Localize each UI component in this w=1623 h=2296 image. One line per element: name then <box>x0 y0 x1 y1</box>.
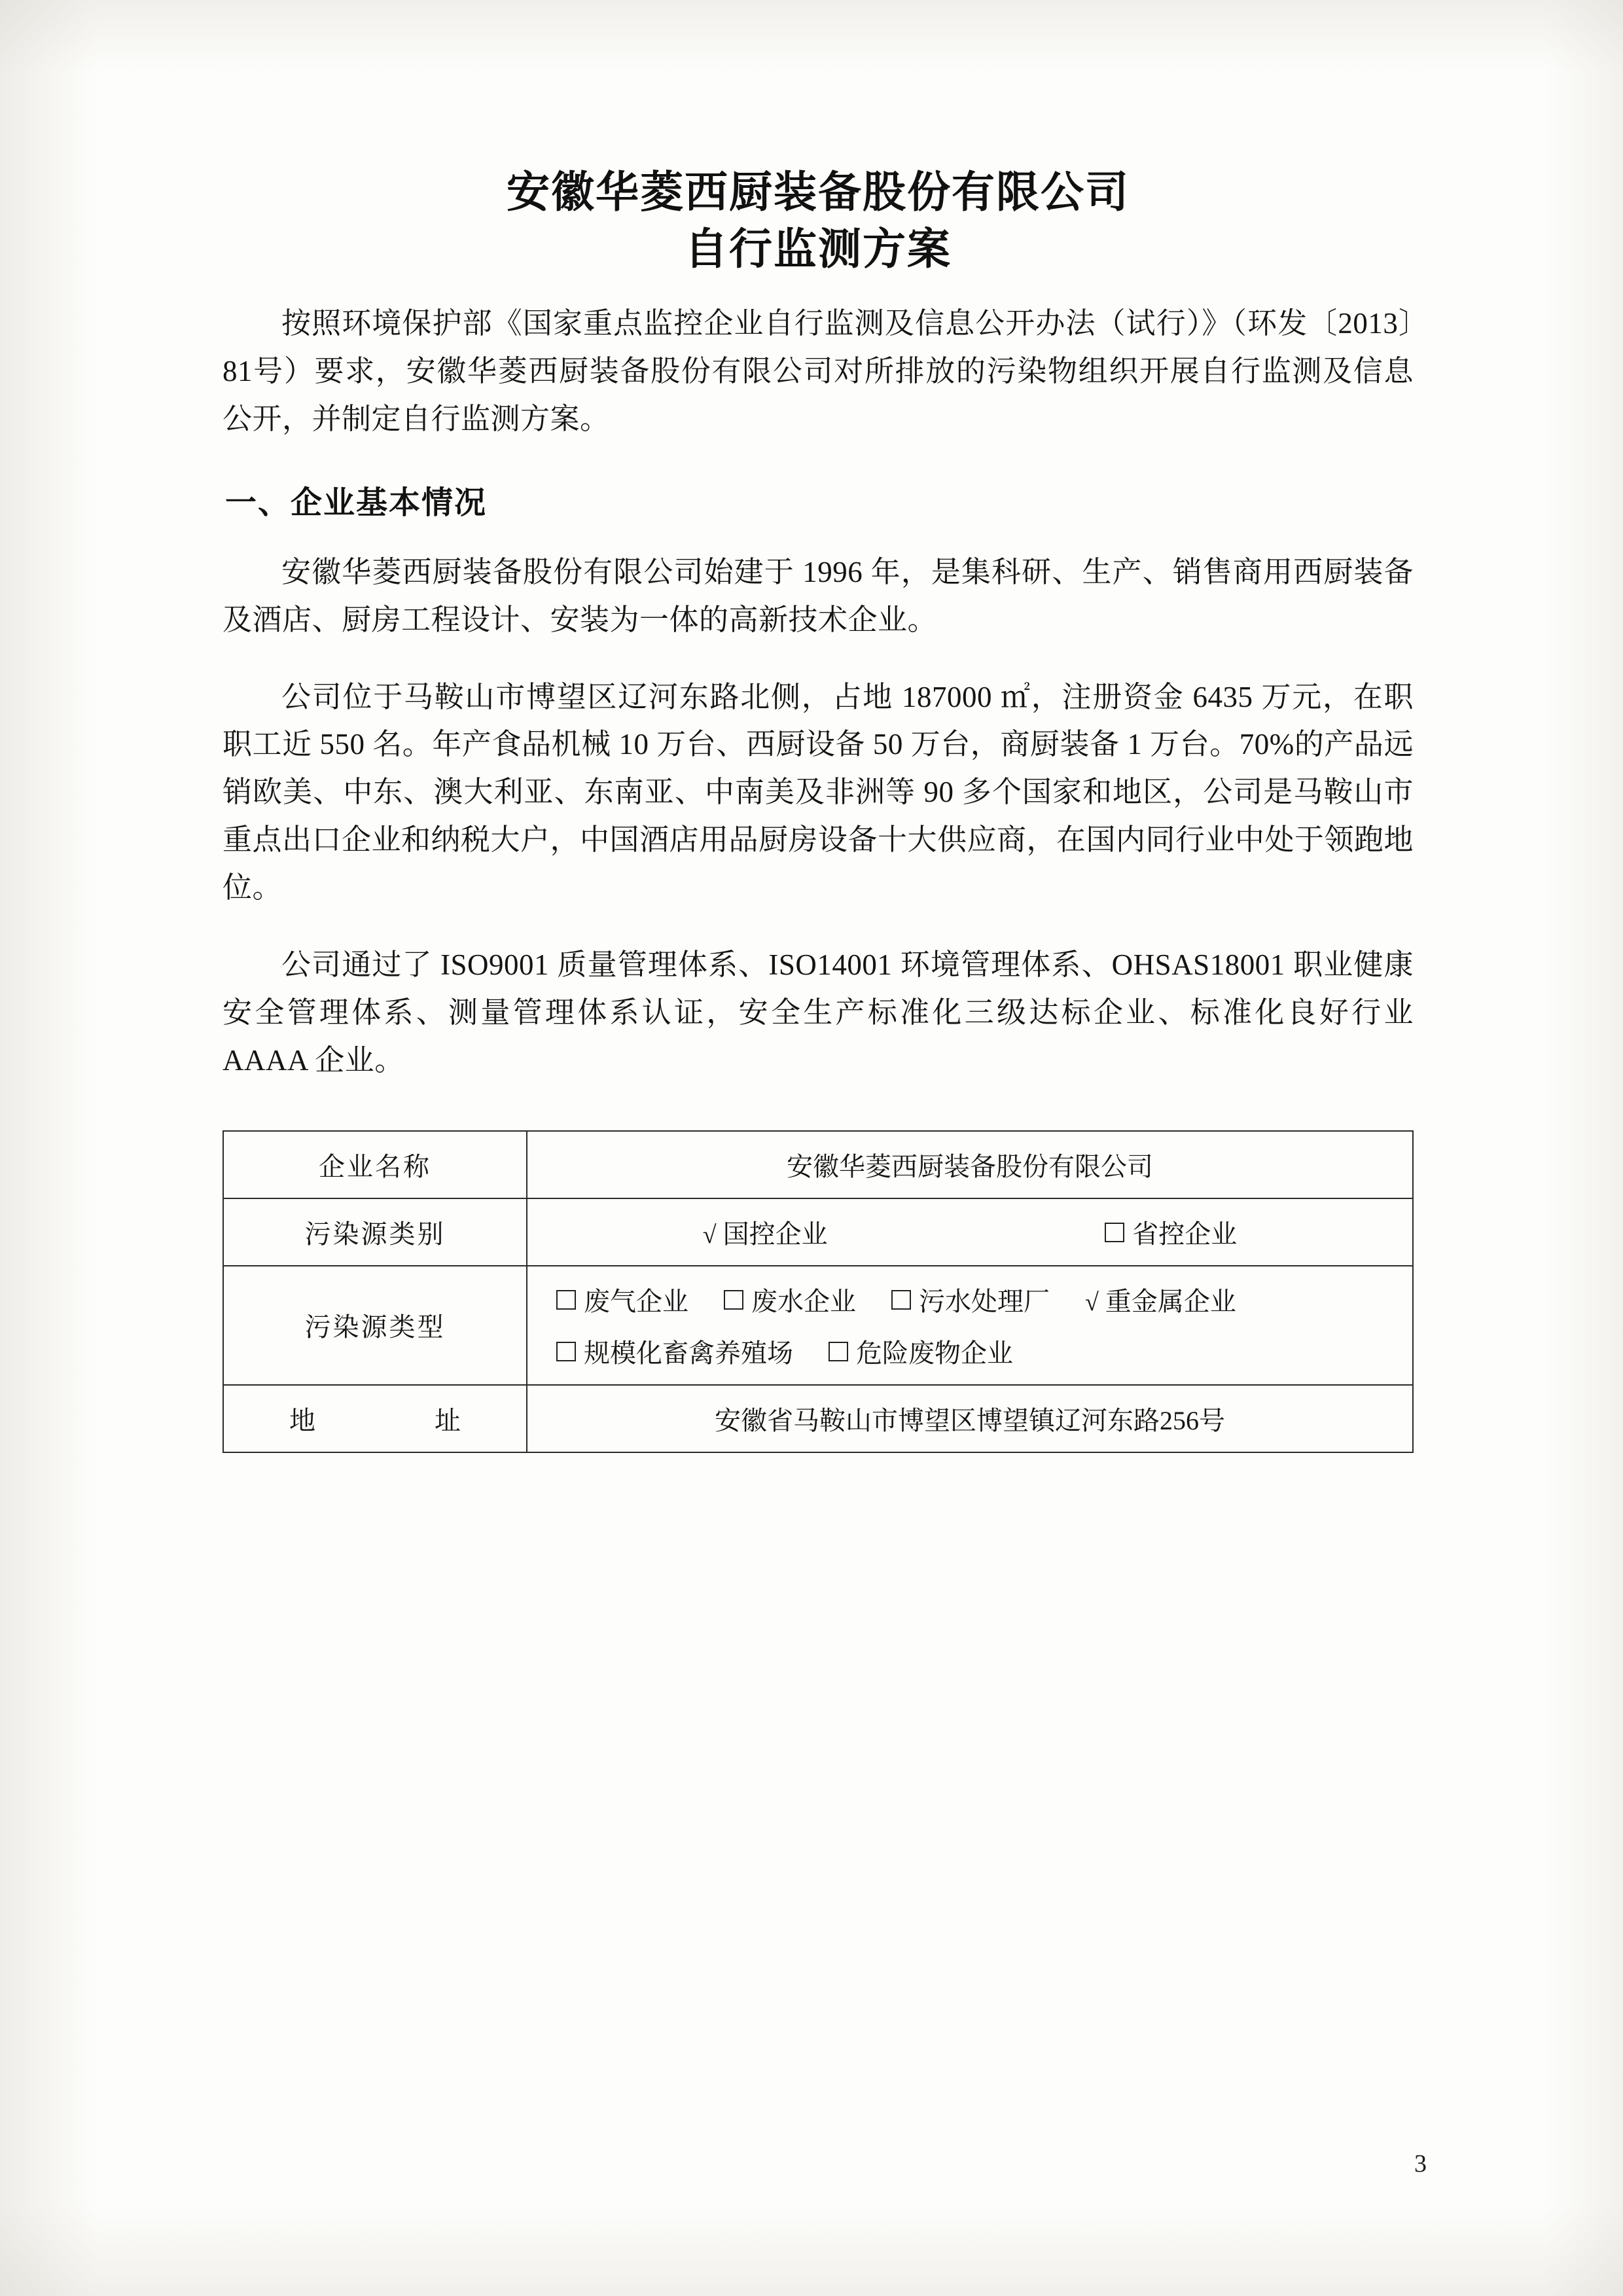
option-label: 重金属企业 <box>1105 1286 1236 1316</box>
table-value-source-type <box>527 1266 1413 1385</box>
source-type-options-line-2 <box>538 1333 1402 1370</box>
checkbox-icon[interactable] <box>556 1290 576 1310</box>
scan-edge-right <box>1544 0 1623 2296</box>
document-title-line-2: 自行监测方案 <box>685 223 952 275</box>
source-type-options-line-1 <box>538 1281 1402 1318</box>
scan-edge-bottom <box>0 2204 1623 2296</box>
section-heading-company-overview: 一、企业基本情况 <box>225 484 488 521</box>
checkbox-icon[interactable] <box>556 1342 576 1361</box>
source-type-options <box>538 1281 1402 1370</box>
option-hazardous-waste[interactable] <box>829 1333 1013 1370</box>
document-title <box>223 164 1414 278</box>
paragraph-company-scale: 公司位于马鞍山市博望区辽河东路北侧，占地 187000 ㎡，注册资金 6435 万元，在职职工近 550 名。年产食品机械 10 万台、西厨设备 50 万台，商厨装备 1 万台。70%的产品远销欧美、中东、澳大利亚、东南亚、中南美及非洲等 90 多个国家和地区，公司是马鞍山市重点出口企业和纳税大户，中国酒店用品厨房设备十大供应商，在国内同行业中处于领跑地位。 <box>223 680 1414 905</box>
option-sewage-plant[interactable] <box>891 1281 1050 1318</box>
option-waste-gas[interactable] <box>556 1281 688 1318</box>
table-row <box>223 1198 1413 1266</box>
option-provincial-controlled[interactable] <box>1105 1213 1237 1251</box>
option-label: 危险废物企业 <box>856 1338 1013 1368</box>
option-label: 省控企业 <box>1132 1219 1238 1249</box>
company-info-table <box>223 1130 1414 1453</box>
option-livestock-farm[interactable] <box>556 1333 793 1370</box>
table-row <box>223 1131 1413 1198</box>
paragraph-company-history: 安徽华菱西厨装备股份有限公司始建于 1996 年，是集科研、生产、销售商用西厨装备及酒店、厨房工程设计、安装为一体的高新技术企业。 <box>223 555 1414 636</box>
option-label: 污水处理厂 <box>919 1286 1050 1316</box>
document-title-line-1: 安徽华菱西厨装备股份有限公司 <box>507 166 1130 217</box>
source-category-options <box>538 1213 1402 1251</box>
option-waste-water[interactable] <box>724 1281 856 1318</box>
option-heavy-metal[interactable] <box>1085 1281 1236 1318</box>
document-content <box>223 164 1414 1453</box>
checkbox-icon[interactable] <box>1105 1223 1124 1242</box>
table-value-address: 安徽省马鞍山市博望区博望镇辽河东路256号 <box>527 1385 1413 1452</box>
option-label: 规模化畜禽养殖场 <box>584 1338 793 1368</box>
option-national-controlled[interactable] <box>703 1213 828 1251</box>
checkbox-icon[interactable] <box>724 1290 743 1310</box>
checkbox-icon[interactable] <box>829 1342 848 1361</box>
option-label: 废水企业 <box>751 1286 856 1316</box>
table-value-company-name: 安徽华菱西厨装备股份有限公司 <box>527 1131 1413 1198</box>
scan-edge-left <box>0 0 98 2296</box>
table-label-source-type: 污染源类型 <box>223 1266 527 1385</box>
table-label-company-name: 企业名称 <box>223 1131 527 1198</box>
table-value-source-category <box>527 1198 1413 1266</box>
paragraph-certifications: 公司通过了 ISO9001 质量管理体系、ISO14001 环境管理体系、OHSAS18001 职业健康安全管理体系、测量管理体系认证，安全生产标准化三级达标企业、标准化良好行业 AAAA 企业。 <box>223 948 1414 1077</box>
option-label: 废气企业 <box>584 1286 688 1316</box>
table-label-source-category: 污染源类别 <box>223 1198 527 1266</box>
check-mark-icon: √ <box>1085 1288 1099 1316</box>
page-number: 3 <box>1414 2150 1427 2178</box>
intro-paragraph: 按照环境保护部《国家重点监控企业自行监测及信息公开办法（试行）》（环发〔2013〕81号）要求，安徽华菱西厨装备股份有限公司对所排放的污染物组织开展自行监测及信息公开，并制定自行监测方案。 <box>223 307 1414 435</box>
checkbox-icon[interactable] <box>891 1290 911 1310</box>
table-label-address: 地 址 <box>223 1385 527 1452</box>
table-row <box>223 1385 1413 1452</box>
table-row <box>223 1266 1413 1385</box>
option-label: 国控企业 <box>722 1219 828 1249</box>
check-mark-icon: √ <box>702 1221 717 1249</box>
scan-edge-top <box>0 0 1623 72</box>
